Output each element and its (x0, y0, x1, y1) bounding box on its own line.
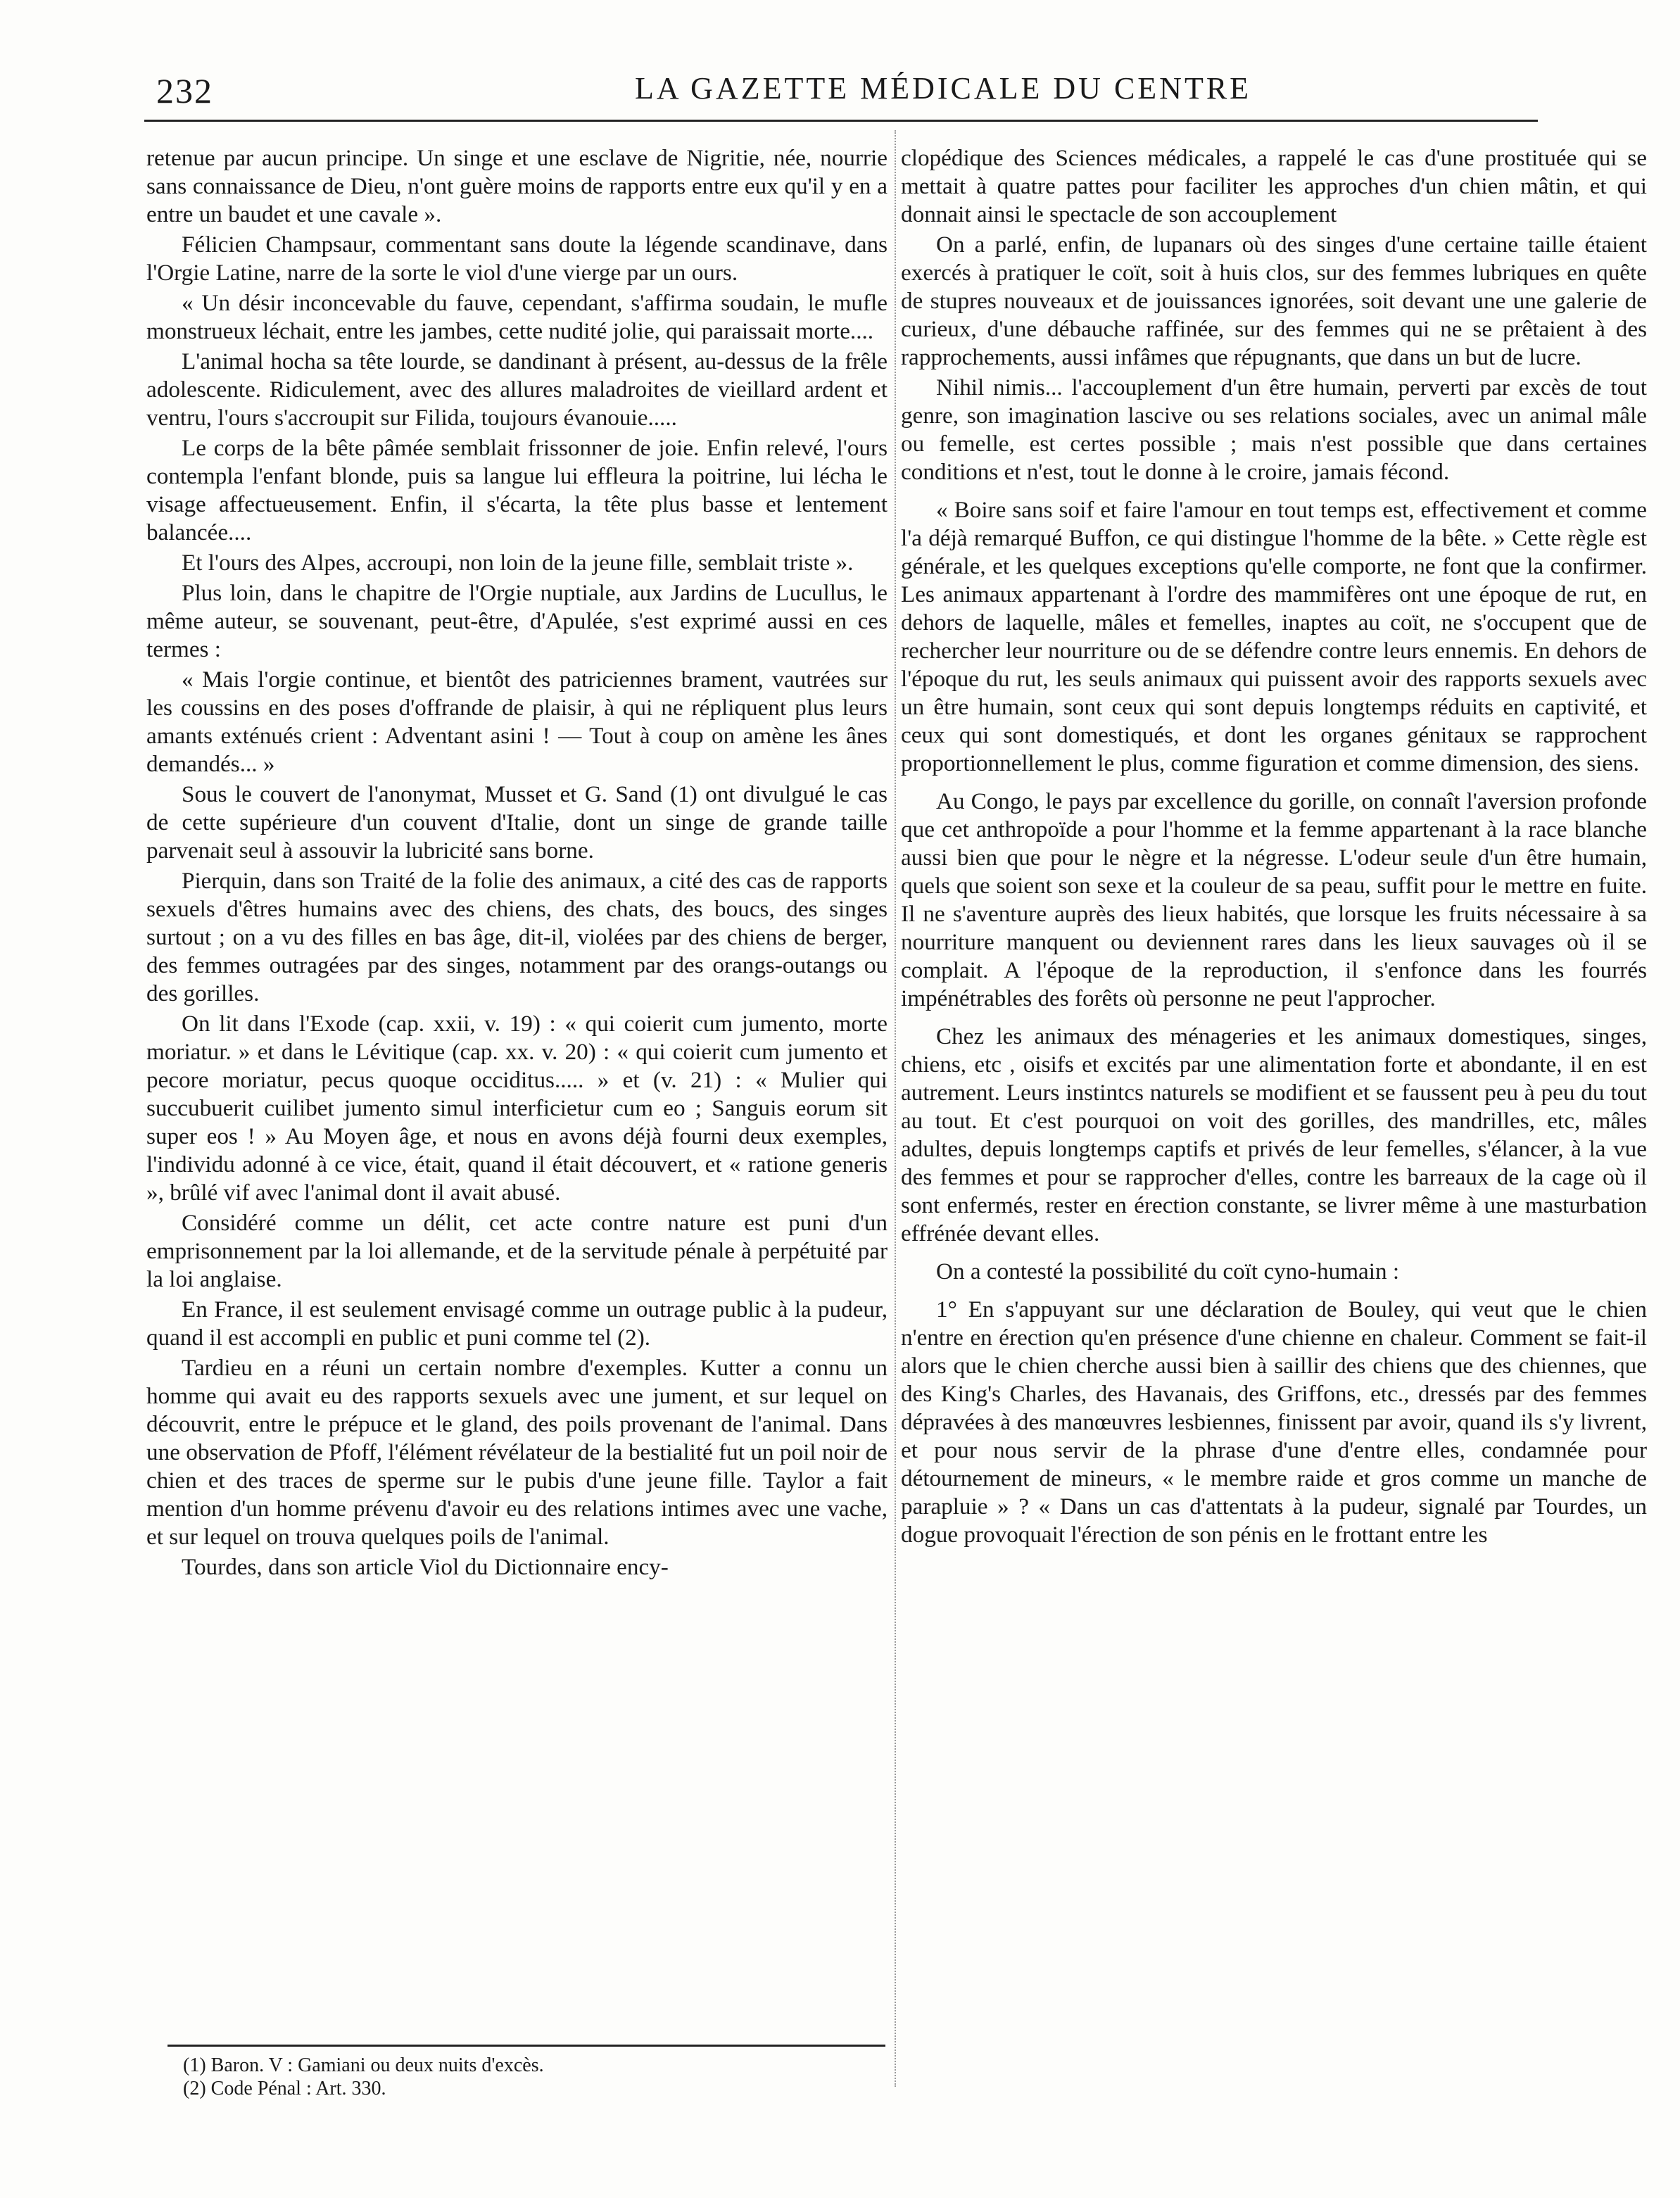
paragraph: retenue par aucun principe. Un singe et une esclave de Nigritie, née, nourrie sans connaissance de Dieu, n'ont guère moins de rapports entre eux qu'il y en a entre un baudet et une cavale ». (146, 145, 888, 227)
paragraph: Tardieu en a réuni un certain nombre d'exemples. Kutter a connu un homme qui avait eu des rapports sexuels avec une jument, et sur lequel on découvrit, entre le prépuce et le gland, des poils provenant de l'animal. Dans une observation de Pfoff, l'élément révélateur de la bestialité fut un poil noir de chien et des traces de sperme sur le pubis d'une jeune fille. Taylor a fait mention d'un homme prévenu d'avoir eu des relations intimes avec une vache, et sur lequel on trouva quelques poils de l'animal. (146, 1355, 888, 1550)
page-number: 232 (156, 71, 213, 110)
paragraph: En France, il est seulement envisagé comme un outrage public à la pudeur, quand il est accompli en public et puni comme tel (2). (146, 1296, 888, 1351)
paragraph: Nihil nimis... l'accouplement d'un être humain, perverti par excès de tout genre, son imagination lascive ou ses relations sociales, avec un animal mâle ou femelle, est certes possible ; mais n'est possible que dans certaines conditions et n'est, tout le donne à le croire, jamais fécond. (901, 374, 1647, 485)
paragraph: On a contesté la possibilité du coït cyno-humain : (936, 1258, 1400, 1284)
paragraph: clopédique des Sciences médicales, a rappelé le cas d'une prostituée qui se mettait à quatre pattes pour faciliter les approches d'un chien mâtin, et qui donnait ainsi le spectacle de son accouplement (901, 145, 1647, 227)
paragraph: Chez les animaux des ménageries et les animaux domestiques, singes, chiens, etc , oisifs et excités par une alimentation forte et abondante, il en est autrement. Leurs instintcs naturels se modifient et se faussent peu à peu du tout au tout. Et c'est pourquoi on voit des gorilles, des mandrilles, etc, mâles adultes, depuis longtemps captifs et privés de leur femelles, s'élancer, à la vue des femmes et pour se rapprocher d'elles, contre les barreaux de la cage où il sont enfermés, rester en érection constante, se livrer même à une masturbation effrénée devant elles. (901, 1023, 1647, 1246)
footnote-rule (168, 2045, 885, 2047)
paragraph: « Un désir inconcevable du fauve, cependant, s'affirma soudain, le mufle monstrueux léchait, entre les jambes, cette nudité jolie, qui paraissait morte.... (146, 290, 888, 344)
paragraph: Tourdes, dans son article Viol du Dictionnaire ency- (182, 1554, 669, 1580)
footnote-1: (1) Baron. V : Gamiani ou deux nuits d'excès. (183, 2054, 544, 2076)
footnotes (183, 2054, 873, 2100)
running-title: LA GAZETTE MÉDICALE DU CENTRE (634, 71, 1252, 106)
column-divider (895, 130, 896, 2087)
paragraph: « Boire sans soif et faire l'amour en tout temps est, effectivement et comme l'a déjà remarqué Buffon, ce qui distingue l'homme de la bête. » Cette règle est générale, et les quelques exceptions qu'elle comporte, ne font que la confirmer. Les animaux appartenant à l'ordre des mammifères ont une époque de rut, en dehors de laquelle, mâles et femelles, inaptes au coït, ne s'occupent que de rechercher leur nourriture ou de se défendre contre leurs ennemis. En dehors de l'époque du rut, les seuls animaux qui puissent avoir des rapports sexuels avec un être humain, sont ceux qui sont depuis longtemps réduits en captivité, et ceux qui sont domestiqués, et dont les organes génitaux se rapprochent proportionnellement le plus, comme figuration et comme dimension, des siens. (901, 497, 1647, 776)
right-column (901, 144, 1647, 1551)
paragraph: Sous le couvert de l'anonymat, Musset et G. Sand (1) ont divulgué le cas de cette supérieure d'un couvent d'Italie, dont un singe de grande taille parvenait seul à assouvir la lubricité sans borne. (146, 781, 888, 864)
footnote-2: (2) Code Pénal : Art. 330. (183, 2078, 386, 2099)
paragraph: 1° En s'appuyant sur une déclaration de Bouley, qui veut que le chien n'entre en érection qu'en présence d'une chienne en chaleur. Comment se fait-il alors que le chien cherche aussi bien à saillir des chiens que des chiennes, que des King's Charles, des Havanais, des Griffons, etc., dressés par des femmes dépravées à des manœuvres lesbiennes, finissent par avoir, quand ils s'y livrent, et pour nous servir de la phrase d'une d'entre elles, condamnée pour détournement de mineurs, « le membre raide et gros comme un manche de parapluie » ? « Dans un cas d'attentats à la pudeur, signalé par Tourdes, un dogue provoquait l'érection de son pénis en le frottant entre les (901, 1296, 1647, 1548)
paragraph: Au Congo, le pays par excellence du gorille, on connaît l'aversion profonde que cet anthropoïde a pour l'homme et la femme appartenant à la race blanche aussi bien que pour le nègre et la négresse. L'odeur seule d'un être humain, quels que soient son sexe et la couleur de sa peau, suffit pour le mettre en fuite. Il ne s'aventure auprès des lieux habités, que lorsque les fruits nécessaire à sa nourriture manquent ou deviennent rares dans les lieux sauvages où il se complait. A l'époque de la reproduction, il s'enfonce dans les fourrés impénétrables des forêts où personne ne peut l'approcher. (901, 788, 1647, 1011)
paragraph: Et l'ours des Alpes, accroupi, non loin de la jeune fille, semblait triste ». (182, 550, 854, 576)
paragraph: On lit dans l'Exode (cap. xxii, v. 19) : « qui coierit cum jumento, morte moriatur. » et dans le Lévitique (cap. xx. v. 20) : « qui coierit cum jumento et pecore moriatur, pecus quoque occiditus..... » et (v. 21) : « Mulier qui succubuerit cuilibet jumento simul interficietur cum eo ; Sanguis eorum sit super eos ! » Au Moyen âge, et nous en avons déjà fourni deux exemples, l'individu adonné à ce vice, était, quand il était découvert, et « ratione generis », brûlé vif avec l'animal dont il avait abusé. (146, 1011, 888, 1206)
paragraph: Le corps de la bête pâmée semblait frissonner de joie. Enfin relevé, l'ours contempla l'enfant blonde, puis sa langue lui effleura la poitrine, lui lécha le visage affectueusement. Enfin, il s'écarta, la tête plus basse et lentement balancée.... (146, 435, 888, 545)
paragraph: « Mais l'orgie continue, et bientôt des patriciennes brament, vautrées sur les coussins en des poses d'offrande de plaisir, à qui ne répliquent plus leurs amants exténués crient : Adventant asini ! — Tout à coup on amène les ânes demandés... » (146, 667, 888, 777)
paragraph: On a parlé, enfin, de lupanars où des singes d'une certaine taille étaient exercés à pratiquer le coït, soit à huis clos, sur des femmes lubriques en quête de stupres nouveaux et de jouissances ignorées, soit devant une une galerie de curieux, d'une débauche raffinée, sur des femmes qui ne se prêtaient à des rapprochements, aussi infâmes que répugnants, que dans un but de lucre. (901, 232, 1647, 370)
paragraph: L'animal hocha sa tête lourde, se dandinant à présent, au-dessus de la frêle adolescente. Ridiculement, avec des allures maladroites de vieillard ardent et ventru, l'ours s'accroupit sur Filida, toujours évanouie..... (146, 348, 888, 431)
paragraph: Pierquin, dans son Traité de la folie des animaux, a cité des cas de rapports sexuels d'êtres humains avec des chiens, des chats, des boucs, des singes surtout ; on a vu des filles en bas âge, dit-il, violées par des chiens de berger, des femmes outragées par des singes, notamment par des orangs-outangs ou des gorilles. (146, 868, 888, 1006)
left-column (146, 144, 888, 1584)
header-rule (144, 120, 1538, 122)
paragraph: Plus loin, dans le chapitre de l'Orgie nuptiale, aux Jardins de Lucullus, le même auteur, se souvenant, peut-être, d'Apulée, s'est exprimé aussi en ces termes : (146, 580, 888, 662)
paragraph: Considéré comme un délit, cet acte contre nature est puni d'un emprisonnement par la loi allemande, et de la servitude pénale à perpétuité par la loi anglaise. (146, 1210, 888, 1292)
paragraph: Félicien Champsaur, commentant sans doute la légende scandinave, dans l'Orgie Latine, narre de la sorte le viol d'une vierge par un ours. (146, 232, 888, 286)
